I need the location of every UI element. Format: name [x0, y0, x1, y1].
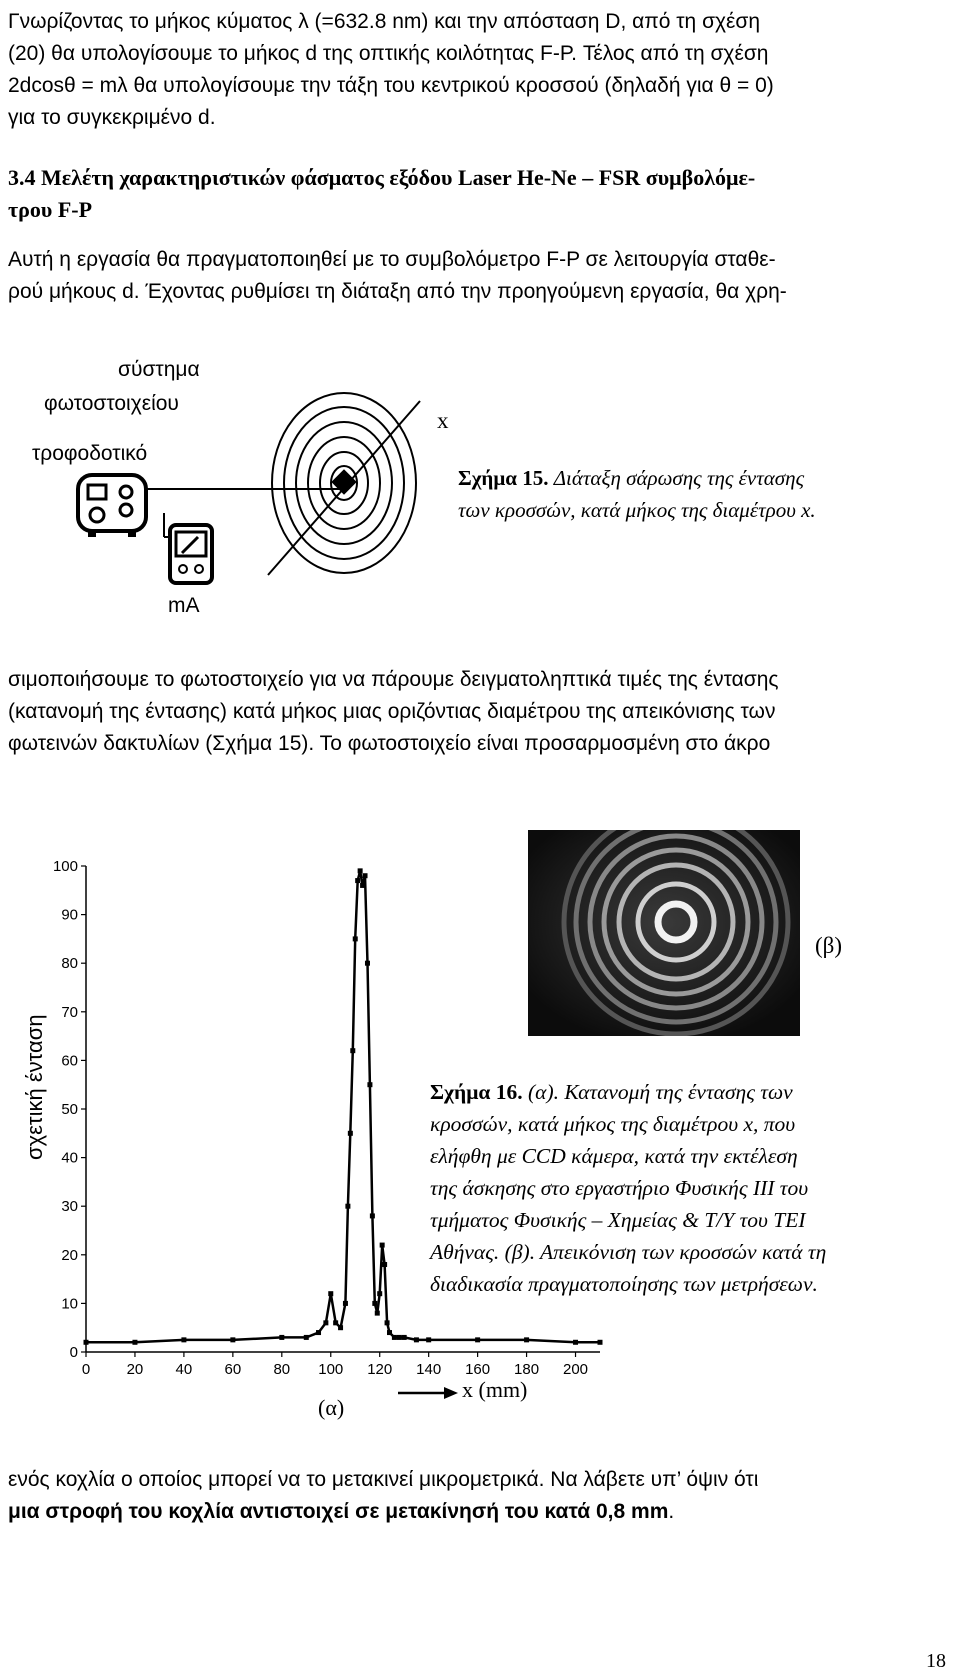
data-point — [573, 1340, 578, 1345]
intro-line-3: 2dcosθ = mλ θα υπολογίσουμε την τάξη του κεντρικού κροσσού (δηλαδή για θ = 0) — [8, 74, 774, 97]
y-tick-label: 60 — [61, 1052, 78, 1070]
fig16-label-a: (α) — [318, 1395, 345, 1420]
data-point — [348, 1131, 353, 1136]
x-tick-label: 180 — [514, 1361, 540, 1378]
para2-line-1: Αυτή η εργασία θα πραγματοποιηθεί με το συμβολόμετρο F-P σε λειτουργία σταθε- — [8, 248, 776, 271]
data-point — [84, 1340, 89, 1345]
data-point — [355, 878, 360, 883]
power-supply-icon — [78, 475, 146, 537]
data-point — [358, 868, 363, 873]
y-tick-label: 50 — [61, 1101, 78, 1118]
data-point — [598, 1340, 603, 1345]
data-point — [279, 1335, 284, 1340]
fig16-caption-line-4: της άσκησης στο εργαστήριο Φυσικής ΙΙΙ του — [430, 1176, 809, 1200]
x-tick-label: 140 — [416, 1361, 442, 1378]
data-point — [230, 1337, 235, 1342]
fig16-ylabel: σχετική ένταση — [22, 1014, 47, 1160]
final-line-1: ενός κοχλία ο οποίος μπορεί να το μετακινεί μικρομετρικά. Να λάβετε υπ’ όψιν ότι — [8, 1468, 759, 1491]
fig16-caption-num: Σχήμα 16. — [430, 1080, 523, 1104]
data-point — [365, 961, 370, 966]
para3-line-1: σιμοποιήσουμε το φωτοστοιχείο για να πάρουμε δειγματοληπτικά τιμές της έντασης — [8, 668, 779, 691]
fig16-fringe-image — [528, 830, 800, 1036]
y-tick-label: 0 — [69, 1344, 78, 1361]
data-point — [375, 1311, 380, 1316]
data-point — [402, 1335, 407, 1340]
data-point — [181, 1337, 186, 1342]
data-point — [350, 1048, 355, 1053]
data-point — [316, 1330, 321, 1335]
data-point — [397, 1335, 402, 1340]
y-tick-label: 20 — [61, 1246, 78, 1264]
fig16-caption-line-2: κροσσών, κατά μήκος της διαμέτρου x, που — [430, 1112, 796, 1136]
x-tick-label: 160 — [465, 1361, 491, 1378]
page-number: 18 — [926, 1650, 946, 1672]
intro-line-2: (20) θα υπολογίσουμε το μήκος d της οπτικής κοιλότητας F-P. Τέλος από τη σχέση — [8, 42, 769, 65]
data-point — [385, 1320, 390, 1325]
data-point — [392, 1335, 397, 1340]
data-point — [360, 883, 365, 888]
fig15-caption-line-1: Διάταξη σάρωσης της έντασης — [553, 466, 805, 490]
fig15-label-x: x — [437, 408, 449, 433]
x-tick-label: 120 — [367, 1361, 393, 1378]
y-tick-label: 70 — [61, 1003, 78, 1021]
data-point — [345, 1204, 350, 1209]
para3-line-2: (κατανομή της έντασης) κατά μήκος μιας οριζόντιας διαμέτρου της απεικόνισης των — [8, 700, 776, 723]
y-tick-label: 30 — [61, 1198, 78, 1216]
data-point — [132, 1340, 137, 1345]
fig15-caption-num: Σχήμα 15. — [458, 466, 549, 490]
data-point — [328, 1291, 333, 1296]
y-tick-label: 100 — [52, 858, 78, 875]
fig16-caption-line-3: ελήφθη με CCD κάμερα, κατά την εκτέλεση — [430, 1144, 798, 1168]
data-point — [333, 1320, 338, 1325]
x-tick-label: 80 — [273, 1361, 291, 1378]
fig16-xlabel: x (mm) — [462, 1377, 528, 1402]
para2-line-2: ρού μήκους d. Έχοντας ρυθμίσει τη διάταξη από την προηγούμενη εργασία, θα χρη- — [8, 280, 787, 303]
final-line-2-end: . — [668, 1500, 675, 1523]
intro-line-1: Γνωρίζοντας το μήκος κύματος λ (=632.8 nm) και την απόσταση D, από τη σχέση — [8, 10, 761, 33]
data-point — [363, 873, 368, 878]
data-point — [323, 1320, 328, 1325]
fig16-caption-line-7: διαδικασία πραγματοποίησης των μετρήσεων. — [430, 1272, 818, 1296]
data-point — [382, 1262, 387, 1267]
data-point — [370, 1213, 375, 1218]
data-point — [387, 1330, 392, 1335]
fig15-diagram — [60, 365, 480, 585]
fig15-label-power: τροφοδοτικό — [32, 442, 148, 465]
x-tick-label: 40 — [175, 1361, 193, 1378]
fig16-caption-line-1: (α). Κατανομή της έντασης των — [528, 1080, 793, 1104]
fig16-caption — [430, 1076, 940, 1300]
section-heading-line-2: τρου F-P — [8, 197, 93, 222]
y-tick-label: 40 — [61, 1149, 78, 1167]
data-point — [414, 1337, 419, 1342]
data-point — [353, 936, 358, 941]
x-tick-label: 60 — [224, 1361, 242, 1378]
data-point — [380, 1243, 385, 1248]
fig15-label-system: σύστημα — [118, 358, 200, 381]
fig16-caption-line-5: τμήματος Φυσικής – Χημείας & Τ/Υ του ΤΕΙ — [430, 1208, 806, 1232]
fig16-caption-line-6: Αθήνας. (β). Απεικόνιση των κροσσών κατά τη — [430, 1240, 827, 1264]
data-point — [377, 1291, 382, 1296]
fig15-caption — [458, 462, 948, 526]
arrow-right-icon — [396, 1383, 462, 1403]
fig15-label-ma: mA — [168, 594, 200, 617]
data-point — [524, 1337, 529, 1342]
section-heading-line-1: 3.4 Μελέτη χαρακτηριστικών φάσματος εξόδου Laser He-Ne – FSR συμβολόμε- — [8, 165, 756, 190]
data-point — [343, 1301, 348, 1306]
y-tick-label: 80 — [61, 955, 78, 973]
ammeter-icon — [170, 525, 212, 583]
final-line-2-bold: μια στροφή του κοχλία αντιστοιχεί σε μετακίνησή του κατά 0,8 mm — [8, 1500, 669, 1523]
para3-line-3: φωτεινών δακτυλίων (Σχήμα 15). Το φωτοστοιχείο είναι προσαρμοσμένη στο άκρο — [8, 732, 771, 755]
fig15-label-photocell: φωτοστοιχείου — [44, 392, 179, 415]
data-point — [475, 1337, 480, 1342]
fig15-caption-line-2: των κροσσών, κατά μήκος της διαμέτρου x. — [458, 498, 816, 522]
x-tick-label: 100 — [318, 1361, 344, 1378]
x-tick-label: 0 — [81, 1361, 91, 1378]
data-point — [372, 1301, 377, 1306]
data-point — [304, 1335, 309, 1340]
x-tick-label: 200 — [563, 1361, 589, 1378]
data-point — [426, 1337, 431, 1342]
x-tick-label: 20 — [126, 1361, 144, 1378]
section-heading — [8, 162, 953, 226]
y-tick-label: 10 — [61, 1295, 78, 1313]
data-point — [338, 1325, 343, 1330]
data-point — [367, 1082, 372, 1087]
intro-line-4: για το συγκεκριμένο d. — [8, 106, 216, 129]
fig16-label-b: (β) — [815, 933, 843, 958]
y-tick-label: 90 — [61, 906, 78, 924]
